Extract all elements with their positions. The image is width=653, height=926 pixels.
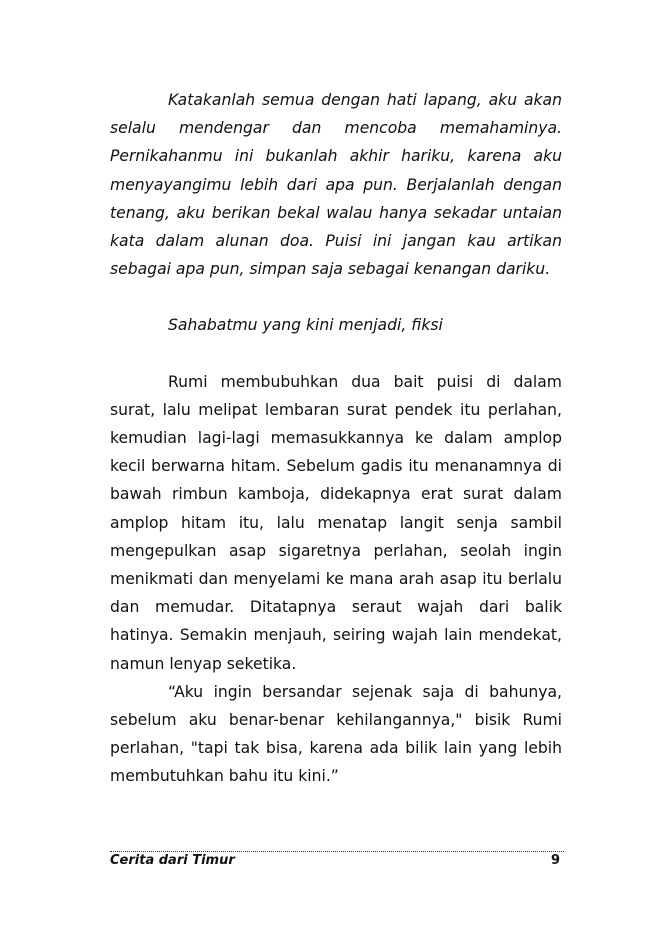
page-footer bbox=[110, 853, 560, 868]
footer-book-title: Cerita dari Timur bbox=[110, 853, 235, 868]
footer-divider bbox=[110, 851, 564, 852]
dialogue-paragraph: “Aku ingin bersandar sejenak saja di bahunya, sebelum aku benar-benar kehilangannya," bisik Rumi perlahan, "tapi tak bisa, karena ada bilik lain yang lebih membutuhkan bahu itu kini.” bbox=[110, 682, 562, 786]
letter-signature: Sahabatmu yang kini menjadi, fiksi bbox=[168, 316, 443, 335]
letter-paragraph: Katakanlah semua dengan hati lapang, aku akan selalu mendengar dan mencoba memahaminya. Pernikahanmu ini bukanlah akhir hariku, karena aku menyayangimu lebih dari apa pun. Berjalanlah dengan tenang, aku berikan bekal walau hanya sekadar untaian kata dalam alunan doa. Puisi ini jangan kau artikan sebagai apa pun, simpan saja sebagai kenangan dariku. bbox=[110, 91, 562, 279]
page-body bbox=[110, 86, 562, 791]
narrative-paragraph: Rumi membubuhkan dua bait puisi di dalam surat, lalu melipat lembaran surat pendek itu perlahan, kemudian lagi-lagi memasukkannya ke dalam amplop kecil berwarna hitam. Sebelum gadis itu menanamnya di bawah rimbun kamboja, didekapnya erat surat dalam amplop hitam itu, lalu menatap langit senja sambil mengepulkan asap sigaretnya perlahan, seolah ingin menikmati dan menyelami ke mana arah asap itu berlalu dan memudar. Ditatapnya seraut wajah dari balik hatinya. Semakin menjauh, seiring wajah lain mendekat, namun lenyap seketika. bbox=[110, 372, 562, 673]
page-number: 9 bbox=[550, 853, 560, 868]
